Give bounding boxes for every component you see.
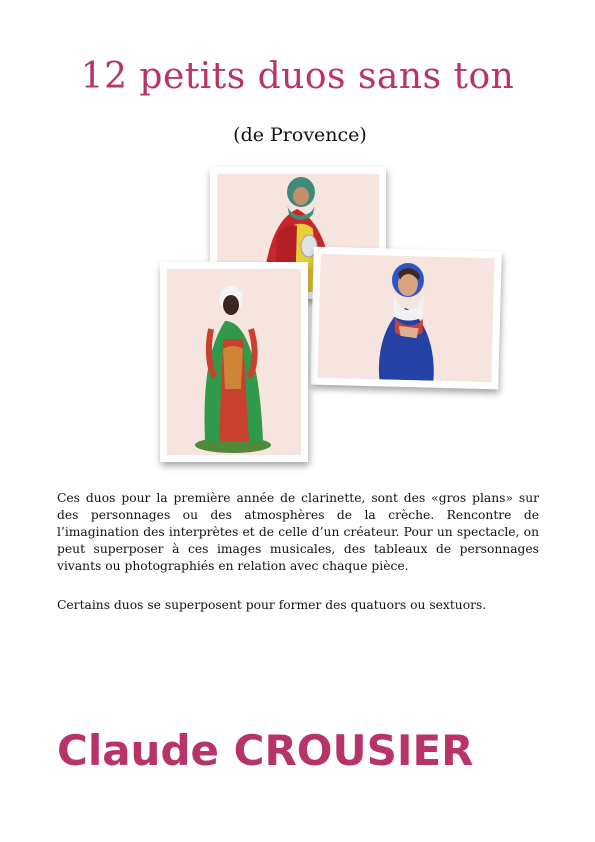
santon-mary-image xyxy=(317,254,494,383)
note-text: Certains duos se superposent pour former des quatuors ou sextuors. xyxy=(57,598,487,612)
photo-santon-king-green xyxy=(160,262,308,462)
page-title: 12 petits duos sans ton xyxy=(80,56,515,97)
description-text: Ces duos pour la première année de clarinette, sont des «gros plans» sur des personnages ou des atmosphères de la crèche. Rencontre de l’imagination des interprètes et de celle d’un créateur. Pour un spectacle, on peut superposer à ces images musicales, des tableaux de personnages vivants ou photographiés en relation avec chaque pièce. xyxy=(57,491,539,573)
photo-santon-mary xyxy=(310,247,502,390)
page-subtitle: (de Provence) xyxy=(233,124,367,146)
santon-king-green-image xyxy=(167,269,301,455)
author-name: Claude CROUSIER xyxy=(57,726,474,775)
